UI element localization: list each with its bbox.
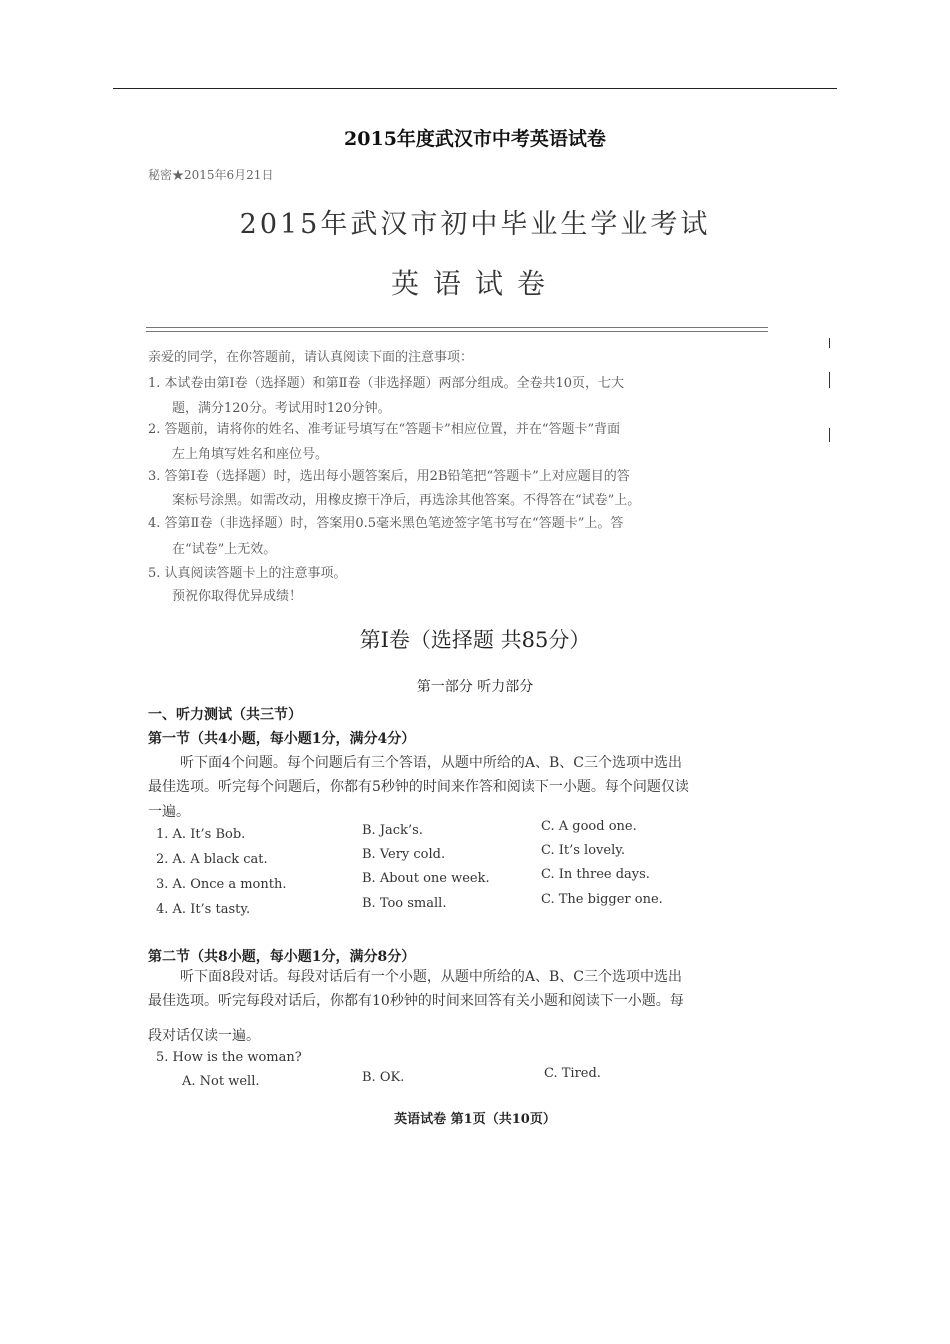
notice-item-2: 2. 答题前，请将你的姓名、准考证号填写在“答题卡”相应位置，并在“答题卡”背面 [148, 422, 621, 437]
notice-item-3-cont: 案标号涂黑。如需改动，用橡皮擦干净后，再选涂其他答案。不得答在“试卷”上。 [172, 493, 641, 508]
question-1-option-c: C. A good one. [541, 819, 637, 834]
document-title: 2015年度武汉市中考英语试卷 [344, 128, 606, 150]
question-5-option-a: A. Not well. [182, 1074, 260, 1089]
section1-instruction: 听下面4个问题。每个问题后有三个答语，从题中所给的A、B、C三个选项中选出 [180, 755, 683, 771]
section1-instruction-end: 一遍。 [148, 804, 190, 820]
question-2-option-b: B. Very cold. [362, 847, 446, 862]
question-5-stem: 5. How is the woman? [156, 1050, 302, 1065]
scan-mark [829, 338, 830, 348]
section2-instruction: 听下面8段对话。每段对话后有一个小题，从题中所给的A、B、C三个选项中选出 [180, 969, 683, 985]
question-4-option-c: C. The bigger one. [541, 892, 663, 907]
question-1-option-a: 1. A. It’s Bob. [156, 827, 246, 842]
notice-item-2-cont: 左上角填写姓名和座位号。 [172, 447, 329, 462]
notice-wish: 预祝你取得优异成绩！ [172, 589, 303, 604]
divider-line [146, 331, 768, 332]
question-3-option-c: C. In three days. [541, 867, 650, 882]
question-5-option-c: C. Tired. [544, 1066, 601, 1081]
section1-heading: 第一节（共4小题，每小题1分，满分4分） [148, 731, 416, 747]
top-rule [113, 88, 837, 89]
notice-item-3: 3. 答第Ⅰ卷（选择题）时，选出每小题答案后，用2B铅笔把“答题卡”上对应题目的答 [148, 469, 630, 484]
question-1-option-b: B. Jack’s. [362, 823, 423, 838]
scan-mark [829, 428, 830, 442]
question-2-option-c: C. It’s lovely. [541, 843, 625, 858]
question-3-option-b: B. About one week. [362, 871, 490, 886]
notice-intro: 亲爱的同学，在你答题前，请认真阅读下面的注意事项： [148, 350, 474, 365]
listening-title: 一、听力测试（共三节） [148, 707, 302, 723]
section1-instruction-cont: 最佳选项。听完每个问题后，你都有5秒钟的时间来作答和阅读下一小题。每个问题仅读 [148, 779, 689, 795]
volume-title: 第Ⅰ卷（选择题 共85分） [359, 628, 591, 652]
question-3-option-a: 3. A. Once a month. [156, 877, 287, 892]
paper-title: 英语试卷 [390, 267, 559, 300]
page-footer: 英语试卷 第1页（共10页） [394, 1112, 556, 1127]
section2-instruction-end: 段对话仅读一遍。 [148, 1028, 260, 1044]
notice-item-4: 4. 答第Ⅱ卷（非选择题）时，答案用0.5毫米黑色笔迹签字笔书写在“答题卡”上。答 [148, 516, 624, 531]
section2-instruction-cont: 最佳选项。听完每段对话后，你都有10秒钟的时间来回答有关小题和阅读下一小题。每 [148, 993, 684, 1009]
exam-title: 2015年武汉市初中毕业生学业考试 [239, 209, 711, 240]
divider-line [146, 327, 768, 328]
part-title: 第一部分 听力部分 [416, 679, 534, 695]
secret-date-line: 秘密★2015年6月21日 [148, 168, 274, 182]
question-2-option-a: 2. A. A black cat. [156, 852, 268, 867]
question-4-option-b: B. Too small. [362, 896, 447, 911]
question-5-option-b: B. OK. [362, 1070, 405, 1085]
question-4-option-a: 4. A. It’s tasty. [156, 902, 251, 917]
notice-item-1: 1. 本试卷由第Ⅰ卷（选择题）和第Ⅱ卷（非选择题）两部分组成。全卷共10页，七大 [148, 376, 625, 391]
scan-mark [829, 372, 830, 388]
notice-item-1-cont: 题，满分120分。考试用时120分钟。 [172, 401, 391, 416]
notice-item-5: 5. 认真阅读答题卡上的注意事项。 [148, 566, 347, 581]
notice-item-4-cont: 在“试卷”上无效。 [172, 542, 277, 557]
section2-heading: 第二节（共8小题，每小题1分，满分8分） [148, 949, 416, 965]
